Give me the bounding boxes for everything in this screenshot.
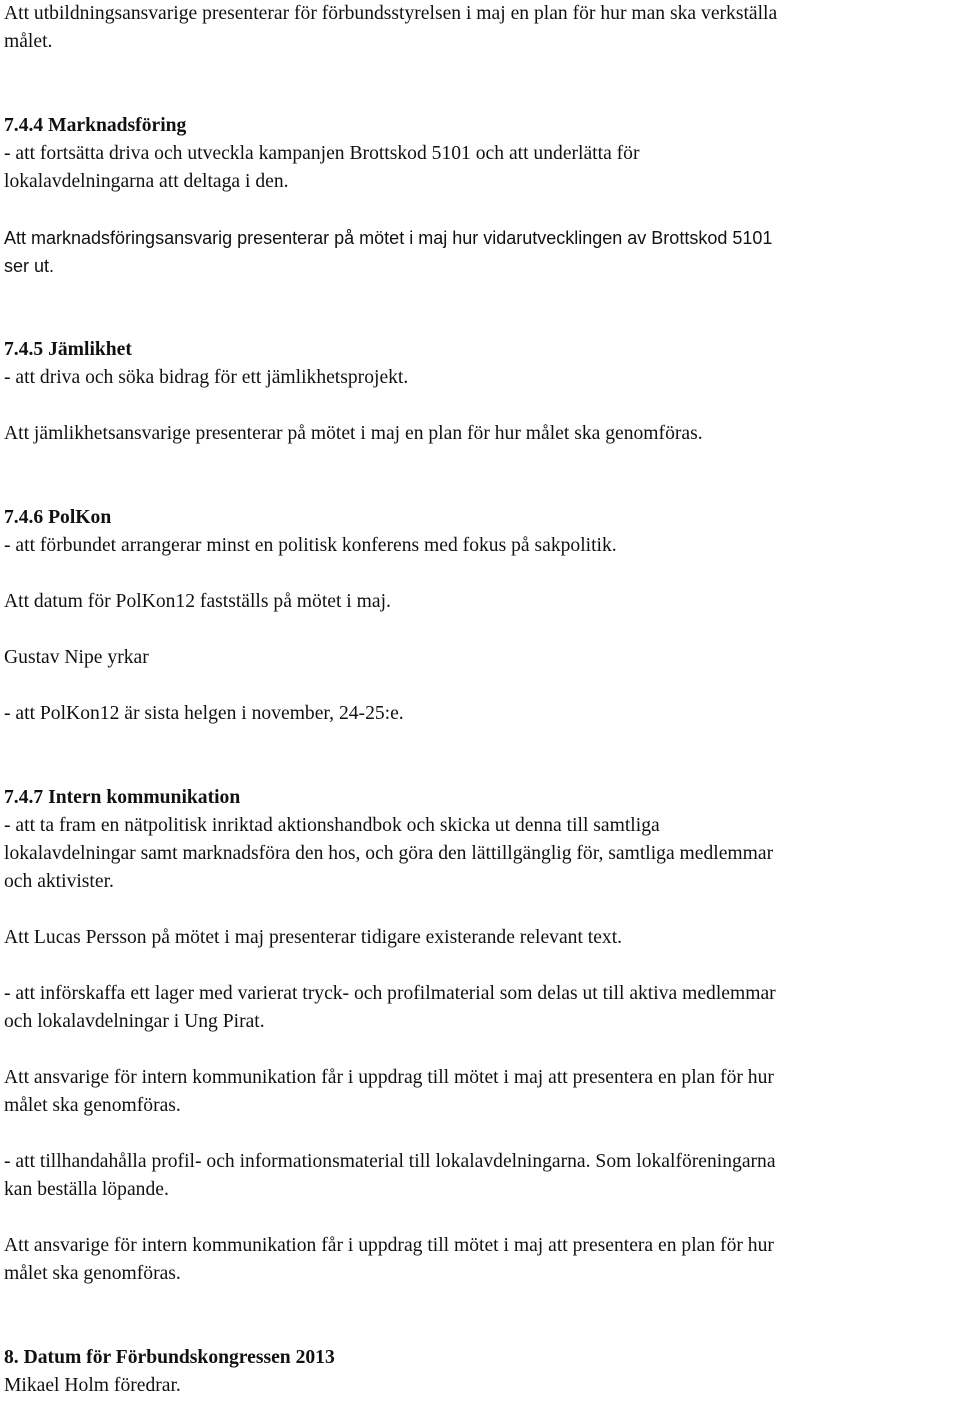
bullet-marknadsforing: - att fortsätta driva och utveckla kampanjen Brottskod 5101 och att underlätta för lokalavdelningarna att deltaga i den. [4, 143, 640, 192]
bullet-profilmaterial-lager: - att införskaffa ett lager med varierat tryck- och profilmaterial som delas ut till aktiva medlemmar och lokalavdelningar i Ung Pirat. [4, 983, 776, 1032]
spacer [4, 952, 956, 980]
resolution-informationsmaterial: Att ansvarige för intern kommunikation får i uppdrag till mötet i maj att presentera en plan för hur målet ska genomföras. [4, 1235, 774, 1284]
spacer [4, 1204, 956, 1232]
section-heading-jamlikhet: 7.4.5 Jämlikhet [4, 339, 132, 360]
resolution-polkon: Att datum för PolKon12 fastställs på mötet i maj. [4, 591, 391, 612]
spacer [4, 280, 956, 336]
section-heading-polkon: 7.4.6 PolKon [4, 507, 112, 528]
spacer [4, 616, 956, 644]
spacer [4, 1120, 956, 1148]
motion-intro-polkon: Gustav Nipe yrkar [4, 647, 149, 668]
spacer [4, 672, 956, 700]
spacer [4, 392, 956, 420]
spacer [4, 56, 956, 112]
spacer [4, 196, 956, 224]
resolution-marknadsforing: Att marknadsföringsansvarig presenterar på mötet i maj hur vidarutvecklingen av Brottskod 5101 ser ut. [4, 228, 773, 276]
spacer [4, 896, 956, 924]
bullet-aktionshandbok: - att ta fram en nätpolitisk inriktad aktionshandbok och skicka ut denna till samtliga lokalavdelningar samt marknadsföra den hos, och göra den lättillgänglig för, samtliga medlemmar och aktivister. [4, 815, 774, 892]
resolution-aktionshandbok: Att Lucas Persson på mötet i maj presenterar tidigare existerande relevant text. [4, 927, 623, 948]
spacer [4, 728, 956, 784]
motion-polkon: - att PolKon12 är sista helgen i november, 24-25:e. [4, 703, 404, 724]
section-heading-intern-kommunikation: 7.4.7 Intern kommunikation [4, 787, 241, 808]
bullet-jamlikhet: - att driva och söka bidrag för ett jämlikhetsprojekt. [4, 367, 409, 388]
bullet-informationsmaterial: - att tillhandahålla profil- och informationsmaterial till lokalavdelningarna. Som lokalföreningarna kan beställa löpande. [4, 1151, 776, 1200]
section-heading-forbundskongressen: 8. Datum för Förbundskongressen 2013 [4, 1347, 335, 1368]
spacer [4, 1036, 956, 1064]
intro-paragraph: Att utbildningsansvarige presenterar för förbundsstyrelsen i maj en plan för hur man ska verkställa målet. [4, 3, 778, 52]
spacer [4, 448, 956, 504]
spacer [4, 1288, 956, 1344]
resolution-jamlikhet: Att jämlikhetsansvarige presenterar på mötet i maj en plan för hur målet ska genomföras. [4, 423, 703, 444]
resolution-profilmaterial-lager: Att ansvarige för intern kommunikation får i uppdrag till mötet i maj att presentera en plan för hur målet ska genomföras. [4, 1067, 774, 1116]
presenter-line: Mikael Holm föredrar. [4, 1375, 181, 1396]
document-page [4, 0, 956, 1400]
section-heading-marknadsforing: 7.4.4 Marknadsföring [4, 115, 187, 136]
spacer [4, 560, 956, 588]
bullet-polkon: - att förbundet arrangerar minst en politisk konferens med fokus på sakpolitik. [4, 535, 617, 556]
